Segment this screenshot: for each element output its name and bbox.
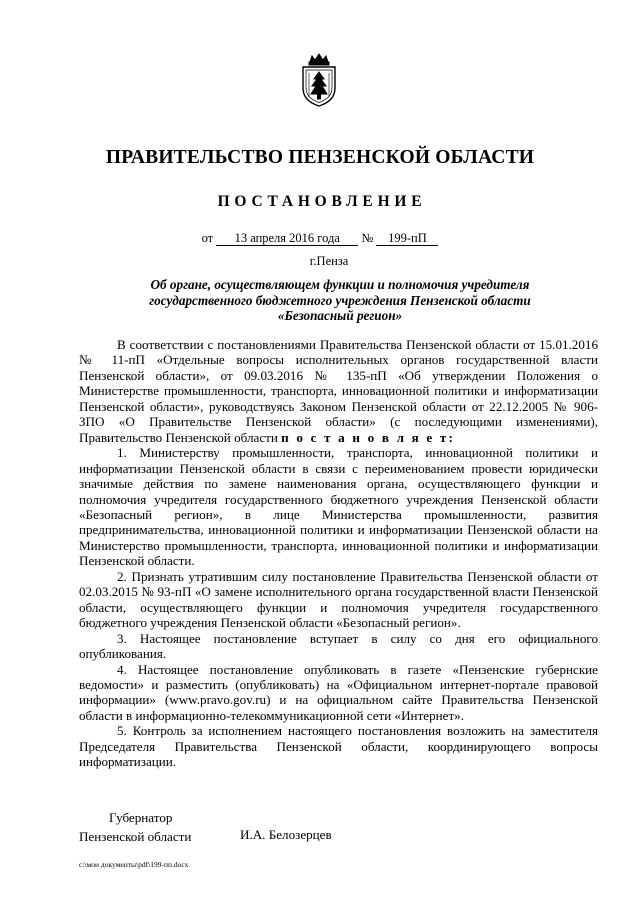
resolves-text: п о с т а н о в л я е т: <box>281 429 456 445</box>
signature-title-line: Губернатор <box>109 810 173 825</box>
document-heading <box>80 277 600 324</box>
heading-line: «Безопасный регион» <box>277 308 403 323</box>
date-prefix: от <box>201 231 214 245</box>
signature-title-line: Пензенской области <box>79 829 192 844</box>
document-type: ПОСТАНОВЛЕНИЕ <box>217 193 427 210</box>
coat-of-arms-icon <box>297 52 341 108</box>
date-number-line <box>0 231 640 246</box>
document-date: 13 апреля 2016 года <box>216 232 358 246</box>
item-paragraph: 1. Министерству промышленности, транспорта, инновационной политики и информатизации Пензенской области в связи с переименованием провести юридически значимые действия по замене наименования органа, осуществляющего функции и полномочия учредителя государственного бюджетного учреждения Пензенской области «Безопасный регион», в лице Министерства промышленности, развития предпринимательства, инновационной политики и информатизации Пензенской области на Министерство промышленности, транспорта, инновационной политики и информатизации Пензенской области. <box>79 445 598 569</box>
preamble-paragraph <box>79 337 598 445</box>
item-paragraph: 4. Настоящее постановление опубликовать в газете «Пензенские губернские ведомости» и разместить (опубликовать) на «Официальном интернет-портале правовой информации» (www.pravo.gov.ru) и на официальном сайте Правительства Пензенской области в информационно-телекоммуникационной сети «Интернет». <box>79 661 598 723</box>
item-paragraph: 2. Признать утратившим силу постановление Правительства Пензенской области от 02.03.2015 № 93-пП «О замене исполнительного органа государственной власти Пензенской области, осуществляющего функции и полномочия учредителя государственного бюджетного учреждения Пензенской области «Безопасный регион». <box>79 568 598 631</box>
government-title: ПРАВИТЕЛЬСТВО ПЕНЗЕНСКОЙ ОБЛАСТИ <box>105 147 535 168</box>
signature-title <box>79 808 191 846</box>
item-paragraph: 5. Контроль за исполнением настоящего постановления возложить на заместителя Председателя Правительства Пензенской области, координирующего вопросы информатизации. <box>79 723 598 770</box>
document-number: 199-пП <box>376 232 438 246</box>
number-prefix: № <box>361 231 374 245</box>
preamble-text: В соответствии с постановлениями Правительства Пензенской области от 15.01.2016 № 11-пП «Отдельные вопросы исполнительных органов государственной власти Пензенской области», от 09.03.2016 № 135-пП «Об утверждении Положения о Министерстве промышленности, транспорта, инновационной политики и информатизации Пензенской области», руководствуясь Законом Пензенской области от 22.12.2005 № 906-ЗПО «О Правительстве Пензенской области» (с последующими изменениями), Правительство Пензенской области <box>79 337 598 445</box>
city: г.Пенза <box>309 254 349 268</box>
signature-name: И.А. Белозерцев <box>240 827 332 842</box>
item-paragraph: 3. Настоящее постановление вступает в силу со дня его официального опубликования. <box>79 630 598 662</box>
footer-file-path: c:\мои документы\pdf\199-пп.docx <box>79 860 189 869</box>
heading-line: государственного бюджетного учреждения Пензенской области <box>149 292 531 308</box>
document-body <box>79 337 598 770</box>
heading-line: Об органе, осуществляющем функции и полномочия учредителя <box>150 277 530 292</box>
